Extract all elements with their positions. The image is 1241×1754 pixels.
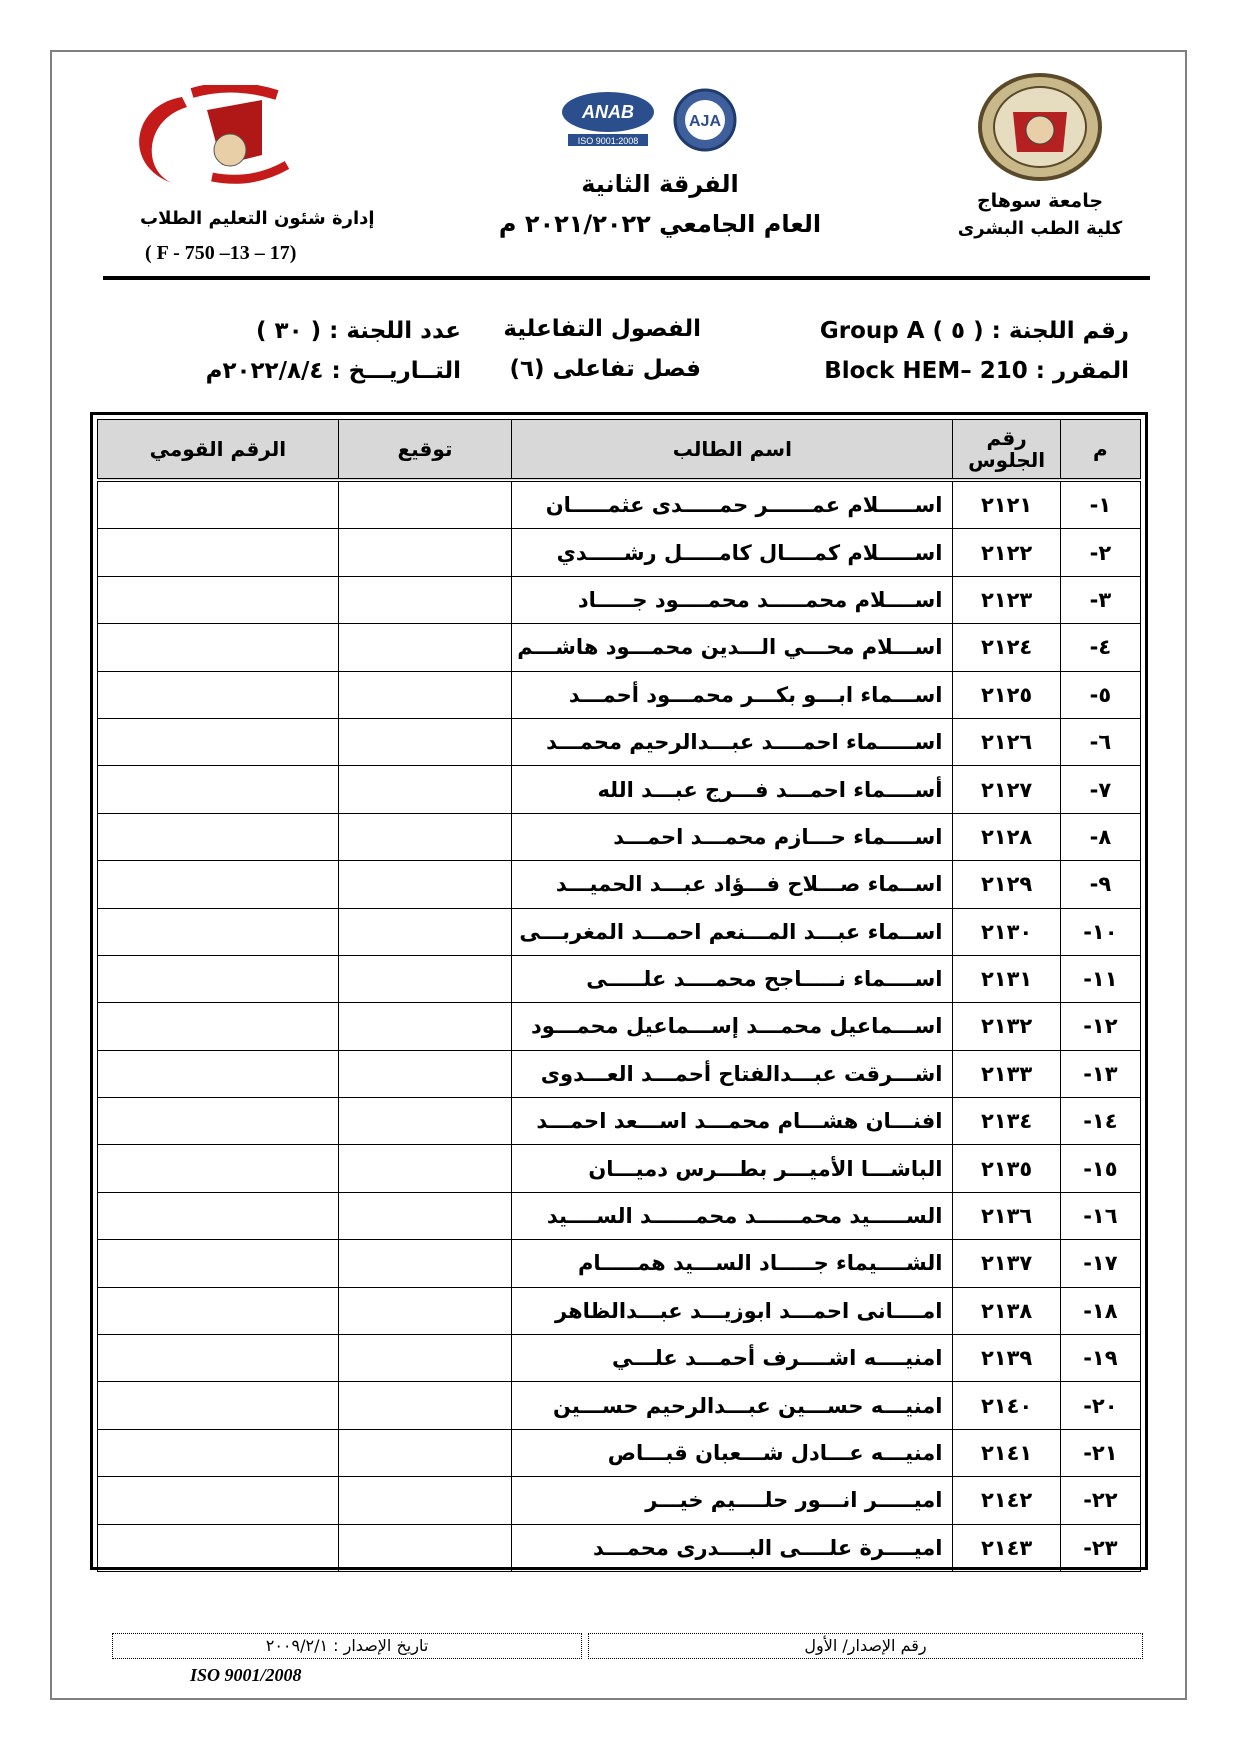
row-signature-cell [338,718,511,765]
row-index: ١٤- [1060,1098,1140,1145]
row-seat-number: ٢١٢٣ [953,576,1060,623]
form-code: ( F - 750 –13 – 17) [145,242,297,264]
row-student-name: اســـــلام عمــــــر حمـــــدى عثمـــــان [512,480,953,529]
row-student-name: افنـــان هشـــام محمـــد اســـعد احمـــد [512,1098,953,1145]
table-row [98,766,1141,813]
table-row [98,718,1141,765]
row-national-id-cell [98,1477,339,1524]
committee-number: رقم اللجنة : ( ٥ ) Group A [819,318,1129,344]
row-student-name: الســـــيد محمــــــد محمــــــد الســــيد [512,1192,953,1239]
row-signature-cell [338,861,511,908]
row-student-name: اســماء صـــلاح فـــؤاد عبـــد الحميـــد [512,861,953,908]
table-row [98,1003,1141,1050]
row-index: ٩- [1060,861,1140,908]
row-seat-number: ٢١٢٤ [953,624,1060,671]
row-index: ١٨- [1060,1287,1140,1334]
row-seat-number: ٢١٣٨ [953,1287,1060,1334]
row-student-name: اســــماء نـــــاجح محمــــد علـــــى [512,955,953,1002]
svg-text:ISO 9001:2008: ISO 9001:2008 [577,136,639,146]
row-seat-number: ٢١٢٢ [953,529,1060,576]
dept-name: إدارة شئون التعليم الطلاب [140,208,375,229]
row-national-id-cell [98,718,339,765]
row-national-id-cell [98,1524,339,1571]
row-national-id-cell [98,1382,339,1429]
row-index: ١٠- [1060,908,1140,955]
table-row [98,1287,1141,1334]
row-national-id-cell [98,861,339,908]
row-index: ٢- [1060,529,1140,576]
table-row [98,1524,1141,1571]
table-row [98,1477,1141,1524]
table-row [98,1240,1141,1287]
row-index: ٢٢- [1060,1477,1140,1524]
row-seat-number: ٢١٤١ [953,1429,1060,1476]
row-national-id-cell [98,1098,339,1145]
table-row [98,813,1141,860]
row-index: ٦- [1060,718,1140,765]
row-seat-number: ٢١٤٠ [953,1382,1060,1429]
header-divider [103,276,1150,280]
row-signature-cell [338,529,511,576]
row-index: ٣- [1060,576,1140,623]
academic-year: العام الجامعي ٢٠٢١/٢٠٢٢ م [498,210,822,238]
row-national-id-cell [98,1145,339,1192]
exam-date: التــاريـــخ : ٢٠٢٢/٨/٤م [205,358,461,384]
row-student-name: اســـــلام كمــــال كامـــــل رشـــــدي [512,529,953,576]
row-index: ٢٠- [1060,1382,1140,1429]
row-index: ٥- [1060,671,1140,718]
row-signature-cell [338,576,511,623]
table-row [98,1382,1141,1429]
row-index: ١٧- [1060,1240,1140,1287]
row-student-name: امنيـــه حســـين عبـــدالرحيم حســـين [512,1382,953,1429]
col-header-name: اسم الطالب [512,420,953,481]
row-index: ١٣- [1060,1050,1140,1097]
committee-count: عدد اللجنة : ( ٣٠ ) [256,318,461,344]
faculty-name: كلية الطب البشرى [957,218,1123,239]
row-student-name: اســـماعيل محمـــد إســـماعيل محمـــود [512,1003,953,1050]
svg-text:AJA: AJA [688,113,722,130]
table-row [98,1050,1141,1097]
row-student-name: الشــــيماء جـــــاد الســـيد همـــــام [512,1240,953,1287]
row-national-id-cell [98,1429,339,1476]
row-seat-number: ٢١٢٥ [953,671,1060,718]
row-signature-cell [338,624,511,671]
university-seal [975,72,1105,182]
col-header-index: م [1060,420,1140,481]
row-national-id-cell [98,529,339,576]
row-student-name: امنيــــه اشــــرف أحمـــد علـــي [512,1335,953,1382]
table-row [98,908,1141,955]
row-signature-cell [338,813,511,860]
row-national-id-cell [98,766,339,813]
col-header-national-id: الرقم القومي [98,420,339,481]
row-national-id-cell [98,1050,339,1097]
faculty-logo [112,85,312,195]
row-seat-number: ٢١٢٨ [953,813,1060,860]
row-index: ١٦- [1060,1192,1140,1239]
row-national-id-cell [98,1240,339,1287]
row-seat-number: ٢١٤٣ [953,1524,1060,1571]
row-national-id-cell [98,671,339,718]
row-seat-number: ٢١٣٧ [953,1240,1060,1287]
row-seat-number: ٢١٣١ [953,955,1060,1002]
row-signature-cell [338,1429,511,1476]
row-signature-cell [338,1382,511,1429]
row-student-name: اســماء عبـــد المـــنعم احمـــد المغربـــى [512,908,953,955]
row-student-name: اميــــرة علــــى البــــدرى محمـــد [512,1524,953,1571]
university-name: جامعة سوهاج [976,190,1104,212]
row-index: ١٩- [1060,1335,1140,1382]
row-student-name: اســــماء حـــازم محمـــد احمـــد [512,813,953,860]
row-seat-number: ٢١٤٢ [953,1477,1060,1524]
row-index: ٤- [1060,624,1140,671]
row-signature-cell [338,480,511,529]
version-box: رقم الإصدار/ الأول [588,1633,1143,1659]
row-index: ٨- [1060,813,1140,860]
classrooms-label: الفصول التفاعلية [503,316,701,342]
row-signature-cell [338,1003,511,1050]
table-row [98,955,1141,1002]
row-national-id-cell [98,813,339,860]
table-row [98,576,1141,623]
row-national-id-cell [98,480,339,529]
table-header-row [98,420,1141,481]
row-seat-number: ٢١٣٦ [953,1192,1060,1239]
col-header-seat: رقم الجلوس [953,420,1060,481]
row-signature-cell [338,1287,511,1334]
row-student-name: اســـماء ابـــو بكـــر محمـــود أحمـــد [512,671,953,718]
row-signature-cell [338,671,511,718]
students-table [90,412,1148,1570]
row-signature-cell [338,1145,511,1192]
table-row [98,480,1141,529]
row-seat-number: ٢١٣٤ [953,1098,1060,1145]
row-student-name: اســــلام محمـــــد محمــــود جـــــاد [512,576,953,623]
row-student-name: أســــماء احمـــد فـــرج عبـــد الله [512,766,953,813]
row-seat-number: ٢١٣٢ [953,1003,1060,1050]
table-row [98,1192,1141,1239]
row-student-name: اشـــرقت عبـــدالفتاح أحمـــد العـــدوى [512,1050,953,1097]
row-signature-cell [338,1240,511,1287]
row-national-id-cell [98,1003,339,1050]
accreditation-logos [560,88,760,153]
row-seat-number: ٢١٣٠ [953,908,1060,955]
course-code: المقرر : Block HEM– 210 [824,358,1129,384]
row-index: ٢٣- [1060,1524,1140,1571]
col-header-signature: توقيع [338,420,511,481]
row-student-name: اميـــــر انـــور حلــــيم خيـــر [512,1477,953,1524]
table-row [98,1335,1141,1382]
row-seat-number: ٢١٣٥ [953,1145,1060,1192]
iso-note: ISO 9001/2008 [190,1665,302,1685]
row-student-name: اســـلام محـــي الـــدين محمـــود هاشـــم [512,624,953,671]
table-row [98,1429,1141,1476]
row-student-name: الباشـــا الأميـــر بطـــرس دميـــان [512,1145,953,1192]
row-signature-cell [338,1050,511,1097]
row-index: ٧- [1060,766,1140,813]
table-row [98,1098,1141,1145]
row-national-id-cell [98,1192,339,1239]
row-index: ١٥- [1060,1145,1140,1192]
row-seat-number: ٢١٢٦ [953,718,1060,765]
row-national-id-cell [98,908,339,955]
row-signature-cell [338,1098,511,1145]
classroom-number: فصل تفاعلى (٦) [509,356,701,382]
row-national-id-cell [98,1287,339,1334]
year-group: الفرقة الثانية [581,170,739,198]
row-signature-cell [338,1477,511,1524]
table-row [98,671,1141,718]
row-index: ١- [1060,480,1140,529]
row-student-name: اســـــماء احمــــد عبـــدالرحيم محمـــد [512,718,953,765]
row-seat-number: ٢١٢٩ [953,861,1060,908]
table-row [98,529,1141,576]
row-signature-cell [338,955,511,1002]
row-national-id-cell [98,955,339,1002]
row-national-id-cell [98,624,339,671]
row-student-name: امنيـــه عـــادل شـــعبان قبـــاص [512,1429,953,1476]
table-row [98,1145,1141,1192]
issue-date-box: تاريخ الإصدار : ٢٠٠٩/٢/١ [112,1633,582,1659]
row-signature-cell [338,1335,511,1382]
row-student-name: امــــانى احمـــد ابوزيـــد عبـــدالظاهر [512,1287,953,1334]
row-national-id-cell [98,1335,339,1382]
row-signature-cell [338,766,511,813]
row-seat-number: ٢١٣٣ [953,1050,1060,1097]
row-signature-cell [338,908,511,955]
svg-text:ANAB: ANAB [582,102,634,122]
row-seat-number: ٢١٢٧ [953,766,1060,813]
row-index: ١١- [1060,955,1140,1002]
row-signature-cell [338,1192,511,1239]
row-signature-cell [338,1524,511,1571]
row-national-id-cell [98,576,339,623]
table-row [98,861,1141,908]
table-row [98,624,1141,671]
row-seat-number: ٢١٣٩ [953,1335,1060,1382]
row-index: ٢١- [1060,1429,1140,1476]
row-index: ١٢- [1060,1003,1140,1050]
row-seat-number: ٢١٢١ [953,480,1060,529]
